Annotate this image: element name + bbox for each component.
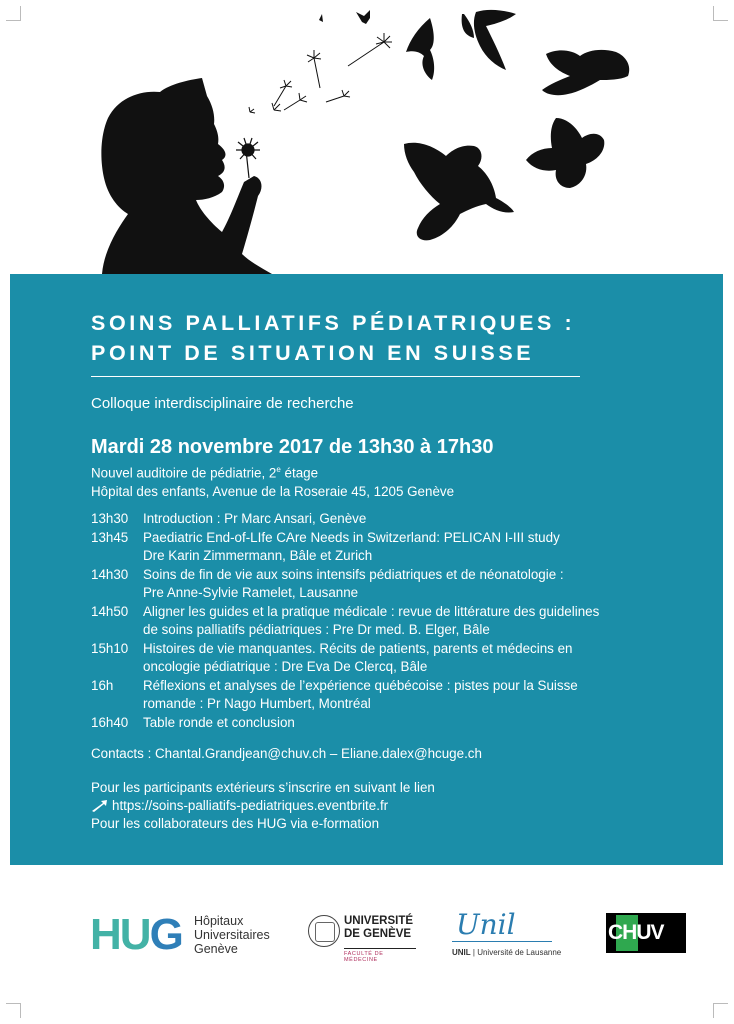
program-item (91, 677, 711, 713)
unige-seal-icon (308, 915, 340, 947)
program-description: Aligner les guides et la pratique médicale : revue de littérature des guidelines de soins palliatifs pédiatriques : Pre Dr med. B. Elger, Bâle (143, 604, 600, 637)
venue-line-1: Nouvel auditoire de pédiatrie, 2e étage (91, 465, 319, 481)
unige-faculty: FACULTÉ DE MÉDECINE (344, 948, 416, 963)
program-item (91, 510, 711, 528)
chuv-logo (606, 913, 686, 955)
program-time: 16h40 (91, 715, 129, 730)
program-time: 14h30 (91, 567, 129, 582)
butterfly-icon (319, 10, 629, 241)
program-item (91, 603, 711, 639)
chuv-mark: CHUV (608, 921, 664, 944)
program-item (91, 640, 711, 676)
title-divider (91, 376, 580, 377)
title-line-2: POINT DE SITUATION EN SUISSE (91, 341, 535, 365)
info-panel (10, 274, 723, 865)
hug-name: Hôpitaux Universitaires Genève (194, 914, 270, 956)
venue-line-2: Hôpital des enfants, Avenue de la Roseraie 45, 1205 Genève (91, 484, 455, 500)
partner-logos (0, 895, 734, 975)
program-time: 15h10 (91, 641, 129, 656)
registration-line: Pour les participants extérieurs s’inscrire en suivant le lien (91, 780, 435, 795)
event-subtitle: Colloque interdisciplinaire de recherche (91, 395, 354, 412)
arrow-link-icon (91, 800, 107, 812)
program-time: 14h50 (91, 604, 129, 619)
unil-logo (452, 909, 582, 957)
program-item (91, 566, 711, 602)
unil-underline (452, 941, 552, 942)
event-venue (91, 460, 454, 501)
registration-line: Pour les collaborateurs des HUG via e-formation (91, 816, 380, 831)
program-list (91, 510, 711, 733)
program-time: 16h (91, 678, 114, 693)
event-date: Mardi 28 novembre 2017 de 13h30 à 17h30 (91, 436, 494, 458)
program-item (91, 714, 711, 732)
registration-info (91, 779, 435, 833)
program-description: Réflexions et analyses de l’expérience québécoise : pistes pour la Suisse romande : Pr Nago Humbert, Montréal (143, 678, 578, 711)
program-description: Introduction : Pr Marc Ansari, Genève (143, 511, 367, 526)
unil-mark: Unil (456, 908, 516, 941)
dandelion-icon (236, 138, 260, 178)
dandelion-icon (249, 33, 392, 113)
registration-link[interactable] (91, 797, 435, 815)
crop-mark (6, 1003, 21, 1018)
unige-logo (308, 913, 428, 961)
hug-mark: HUG (90, 910, 182, 959)
contacts: Contacts : Chantal.Grandjean@chuv.ch – Eliane.dalex@hcuge.ch (91, 746, 482, 761)
child-silhouette-icon (101, 78, 272, 274)
unil-name: UNIL | Université de Lausanne (452, 948, 562, 957)
registration-url[interactable]: https://soins-palliatifs-pediatriques.eventbrite.fr (112, 798, 389, 813)
hug-logo (90, 910, 280, 959)
title-line-1: SOINS PALLIATIFS PÉDIATRIQUES : (91, 311, 576, 335)
program-time: 13h45 (91, 530, 129, 545)
crop-mark (713, 1003, 728, 1018)
program-description: Histoires de vie manquantes. Récits de patients, parents et médecins en oncologie pédiatrique : Dre Eva De Clercq, Bâle (143, 641, 573, 674)
program-time: 13h30 (91, 511, 129, 526)
program-description: Paediatric End-of-LIfe CAre Needs in Switzerland: PELICAN I-III study Dre Karin Zimmermann, Bâle et Zurich (143, 530, 560, 563)
program-description: Soins de fin de vie aux soins intensifs pédiatriques et de néonatologie : Pre Anne-Sylvie Ramelet, Lausanne (143, 567, 564, 600)
header-illustration (0, 0, 734, 275)
program-description: Table ronde et conclusion (143, 715, 295, 730)
program-item (91, 529, 711, 565)
unige-name: UNIVERSITÉ DE GENÈVE (344, 915, 414, 940)
event-title (91, 308, 575, 368)
